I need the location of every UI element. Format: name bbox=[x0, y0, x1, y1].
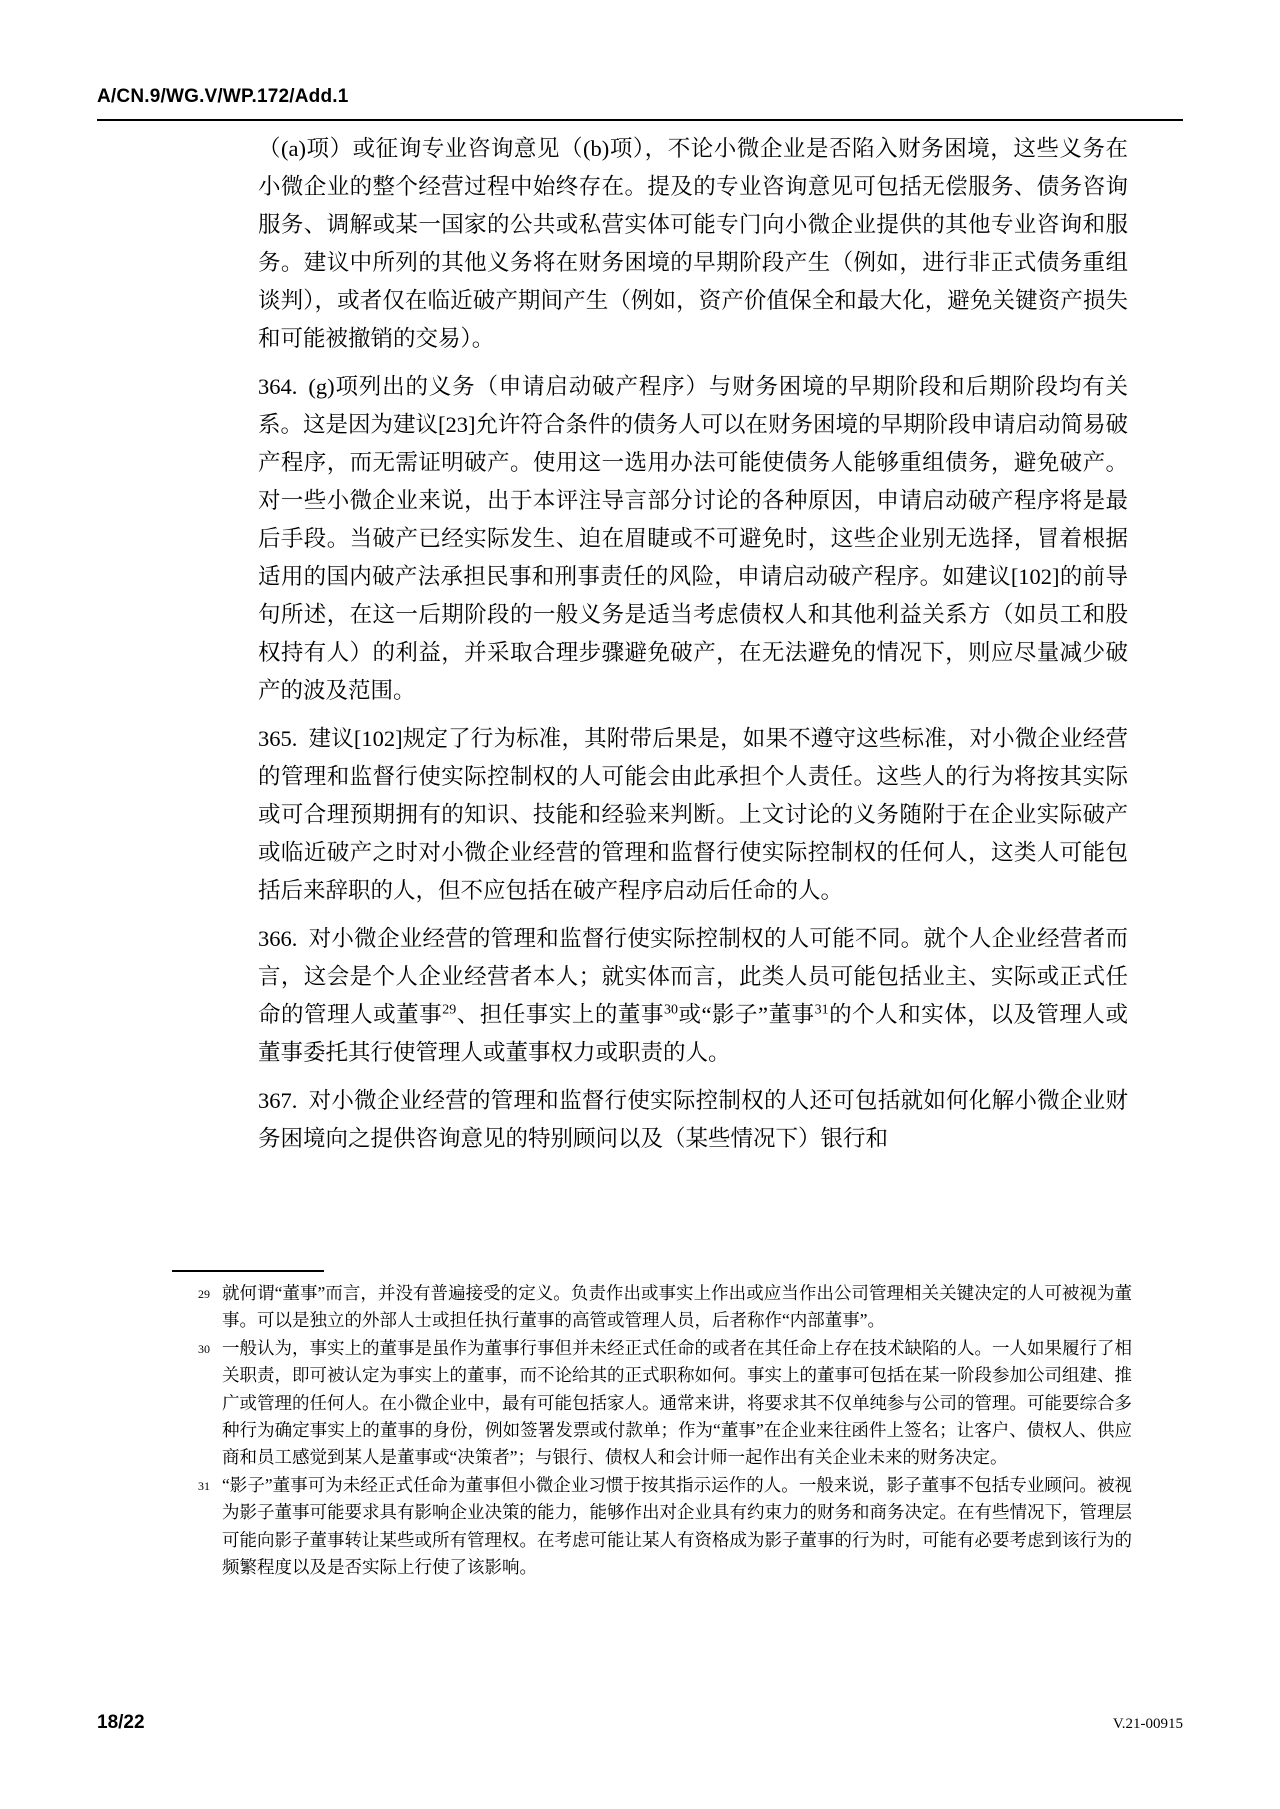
footnote-number: 30 bbox=[198, 1341, 210, 1356]
footnote-text: 一般认为，事实上的董事是虽作为董事行事但并未经正式任命的或者在其任命上存在技术缺陷的人。一人如果履行了相关职责，即可被认定为事实上的董事，而不论给其的正式职称如何。事实上的董事可包括在某一阶段参加公司组建、推广或管理的任何人。在小微企业中，最有可能包括家人。通常来讲，将要求其不仅单纯参与公司的管理。可能要综合多种行为确定事实上的董事的身份，例如签署发票或付款单；作为“董事”在企业来往函件上签名；让客户、债权人、供应商和员工感觉到某人是董事或“决策者”；与银行、债权人和会计师一起作出有关企业未来的财务决定。 bbox=[222, 1337, 1132, 1468]
paragraph-number: 364. bbox=[258, 374, 298, 399]
footnotes-section bbox=[196, 1280, 1132, 1581]
page-number: 18/22 bbox=[97, 1712, 145, 1733]
paragraph-text: 对小微企业经营的管理和监督行使实际控制权的人还可包括就如何化解小微企业财务困境向之提供咨询意见的特别顾问以及（某些情况下）银行和 bbox=[258, 1088, 1128, 1151]
footnote-text: “影子”董事可为未经正式任命为董事但小微企业习惯于按其指示运作的人。一般来说，影子董事不包括专业顾问。被视为影子董事可能要求具有影响企业决策的能力，能够作出对企业具有约束力的财务和商务决定。在有些情况下，管理层可能向影子董事转让某些或所有管理权。在考虑可能让某人有资格成为影子董事的行为时，可能有必要考虑到该行为的频繁程度以及是否实际上行使了该影响。 bbox=[222, 1474, 1132, 1578]
main-text bbox=[258, 130, 1128, 1158]
footnote-number: 31 bbox=[198, 1478, 210, 1493]
footnote-text: 就何谓“董事”而言，并没有普遍接受的定义。负责作出或事实上作出或应当作出公司管理相关关键决定的人可被视为董事。可以是独立的外部人士或担任执行董事的高管或管理人员，后者称作“内部董事”。 bbox=[222, 1283, 1132, 1331]
paragraph-364 bbox=[258, 368, 1128, 710]
footnote-number: 29 bbox=[198, 1287, 210, 1301]
paragraph-continuation: （(a)项）或征询专业咨询意见（(b)项），不论小微企业是否陷入财务困境，这些义务在小微企业的整个经营过程中始终存在。提及的专业咨询意见可包括无偿服务、债务咨询服务、调解或某一国家的公共或私营实体可能专门向小微企业提供的其他专业咨询和服务。建议中所列的其他义务将在财务困境的早期阶段产生（例如，进行非正式债务重组谈判），或者仅在临近破产期间产生（例如，资产价值保全和最大化，避免关键资产损失和可能被撤销的交易）。 bbox=[258, 136, 1128, 351]
paragraph-text: 对小微企业经营的管理和监督行使实际控制权的人可能不同。就个人企业经营者而言，这会是个人企业经营者本人；就实体而言，此类人员可能包括业主、实际或正式任命的管理人或董事 bbox=[258, 926, 1128, 1027]
paragraph-text: 、担任事实上的董事 bbox=[456, 1002, 664, 1027]
footnote-ref-30: 30 bbox=[663, 1002, 678, 1018]
paragraph-365 bbox=[258, 720, 1128, 910]
job-number: V.21-00915 bbox=[1112, 1716, 1183, 1732]
paragraph-number: 366. bbox=[258, 926, 298, 951]
paragraph-text: 或“影子”董事 bbox=[677, 1002, 815, 1027]
footnote-29 bbox=[196, 1280, 1132, 1335]
paragraph-number: 367. bbox=[258, 1088, 298, 1113]
paragraph-text: 的个人和实体，以及管理人或董事委托其行使管理人或董事权力或职责的人。 bbox=[258, 1002, 1128, 1065]
footnote-ref-29: 29 bbox=[442, 1002, 457, 1018]
footnote-30 bbox=[196, 1335, 1132, 1472]
paragraph-text: (g)项列出的义务（申请启动破产程序）与财务困境的早期阶段和后期阶段均有关系。这是因为建议[23]允许符合条件的债务人可以在财务困境的早期阶段申请启动简易破产程序，而无需证明破产。使用这一选用办法可能使债务人能够重组债务，避免破产。对一些小微企业来说，出于本评注导言部分讨论的各种原因，申请启动破产程序将是最后手段。当破产已经实际发生、迫在眉睫或不可避免时，这些企业别无选择，冒着根据适用的国内破产法承担民事和刑事责任的风险，申请启动破产程序。如建议[102]的前导句所述，在这一后期阶段的一般义务是适当考虑债权人和其他利益关系方（如员工和股权持有人）的利益，并采取合理步骤避免破产，在无法避免的情况下，则应尽量减少破产的波及范围。 bbox=[258, 374, 1128, 703]
paragraph-367 bbox=[258, 1082, 1128, 1158]
footnote-ref-31: 31 bbox=[814, 1002, 829, 1018]
paragraph-number: 365. bbox=[258, 726, 298, 751]
paragraph-366 bbox=[258, 920, 1128, 1072]
header-rule bbox=[97, 119, 1183, 121]
paragraph-text: 建议[102]规定了行为标准，其附带后果是，如果不遵守这些标准，对小微企业经营的管理和监督行使实际控制权的人可能会由此承担个人责任。这些人的行为将按其实际或可合理预期拥有的知识、技能和经验来判断。上文讨论的义务随附于在企业实际破产或临近破产之时对小微企业经营的管理和监督行使实际控制权的任何人，这类人可能包括后来辞职的人，但不应包括在破产程序启动后任命的人。 bbox=[258, 726, 1128, 903]
footnote-separator bbox=[172, 1270, 324, 1272]
footnote-31 bbox=[196, 1472, 1132, 1582]
document-symbol: A/CN.9/WG.V/WP.172/Add.1 bbox=[97, 86, 349, 107]
